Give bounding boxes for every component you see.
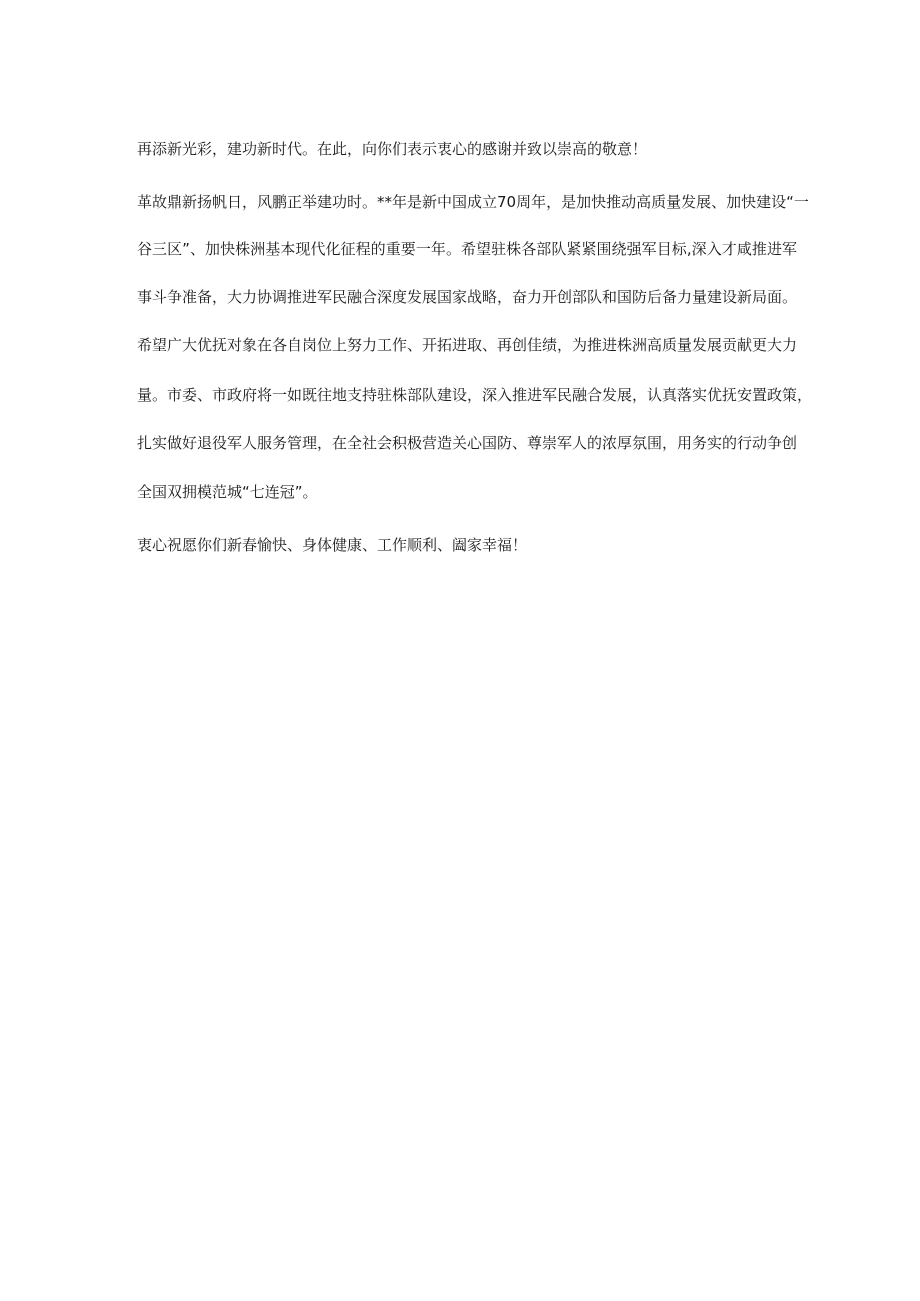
- paragraph-line-2: 革故鼎新扬帆日，风鹏正举建功时。**年是新中国成立70周年，是加快推动高质量发展、加快建设“一: [137, 193, 809, 211]
- paragraph-line-6: 量。市委、市政府将一如既往地支持驻株部队建设，深入推进军民融合发展，认真落实优抚安置政策，: [137, 386, 813, 404]
- paragraph-line-9: 衷心祝愿你们新春愉快、身体健康、工作顺利、阖家幸福！: [137, 536, 528, 554]
- paragraph-line-1: 再添新光彩，建功新时代。在此，向你们表示衷心的感谢并致以崇高的敬意！: [137, 140, 648, 158]
- paragraph-line-8: 全国双拥模范城“七连冠”。: [137, 483, 318, 501]
- paragraph-line-4: 事斗争准备，大力协调推进军民融合深度发展国家战略，奋力开创部队和国防后备力量建设新局面。: [137, 288, 798, 306]
- paragraph-line-5: 希望广大优抚对象在各自岗位上努力工作、开拓进取、再创佳绩，为推进株洲高质量发展贡献更大力: [137, 336, 798, 354]
- paragraph-line-3: 谷三区”、加快株洲基本现代化征程的重要一年。希望驻株各部队紧紧围绕强军目标,深入才咸推进军: [137, 240, 797, 258]
- paragraph-line-7: 扎实做好退役军人服务管理，在全社会积极营造关心国防、尊崇军人的浓厚氛围，用务实的行动争创: [137, 434, 798, 452]
